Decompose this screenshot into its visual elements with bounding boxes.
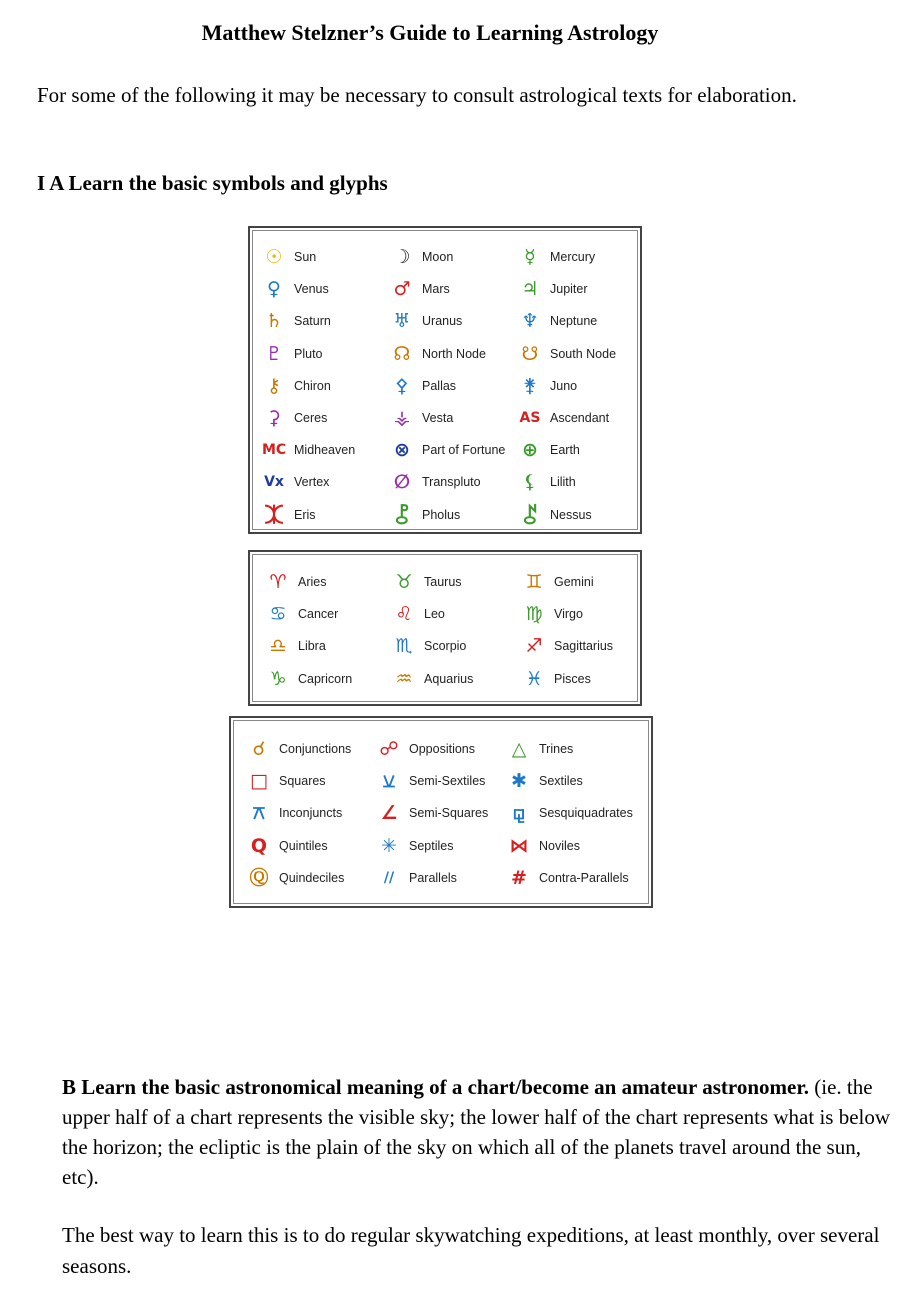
glyph-label: South Node: [550, 346, 617, 361]
glyph-label: Sun: [294, 250, 317, 264]
glyph-icon: ☋: [521, 342, 539, 365]
glyph-icon: ♏: [395, 635, 413, 658]
glyph-label: Semi-Squares: [409, 806, 489, 821]
aspects-item: [377, 768, 485, 794]
glyph-label: Uranus: [422, 314, 463, 329]
glyph-icon: ⯰: [264, 503, 284, 526]
glyph-icon: ✳: [381, 834, 397, 857]
planets-item: [518, 341, 616, 367]
aspects-item: [507, 865, 629, 891]
glyph-label: Gemini: [554, 575, 594, 589]
planets-item: [518, 276, 588, 302]
aspects-item: [377, 865, 457, 891]
glyph-icon: MC: [262, 442, 287, 459]
signs-item: [392, 601, 445, 627]
glyph-label: Mars: [422, 282, 450, 297]
glyph-icon: ♑: [269, 667, 287, 690]
glyph-icon: ⚳: [267, 407, 281, 429]
glyph-label: Capricorn: [298, 671, 353, 686]
glyph-label: Jupiter: [550, 282, 588, 297]
aspects-item: [377, 736, 475, 762]
aspects-item: [247, 736, 351, 762]
glyph-icon: #: [511, 866, 527, 889]
glyph-icon: ⊕: [522, 439, 538, 462]
planets-item: [518, 244, 595, 270]
glyph-label: Eris: [294, 507, 316, 522]
aspects-item: [247, 768, 326, 794]
aspects-item: [247, 800, 342, 826]
planets-item: [390, 437, 505, 463]
closing-paragraph: The best way to learn this is to do regular skywatching expeditions, at least monthly, over several seasons.: [62, 1223, 880, 1278]
glyph-label: Oppositions: [409, 742, 476, 756]
planets-item: [262, 437, 355, 463]
glyph-label: Aquarius: [424, 671, 474, 686]
glyph-label: Juno: [550, 378, 578, 393]
glyph-label: Squares: [279, 774, 326, 789]
aspects-item: [377, 833, 453, 859]
glyph-label: Quintiles: [279, 838, 328, 853]
glyph-icon: ⚼: [512, 802, 526, 825]
section-a-heading: I A Learn the basic symbols and glyphs: [37, 171, 388, 195]
glyph-label: Noviles: [539, 838, 580, 853]
glyph-label: Nessus: [550, 507, 592, 522]
glyph-icon: ⋈: [509, 834, 529, 857]
glyph-label: Ceres: [294, 411, 328, 425]
aspects-item: [507, 800, 633, 826]
glyph-icon: ♆: [521, 310, 539, 333]
glyph-label: Libra: [298, 639, 326, 654]
planets-item: [390, 308, 462, 334]
glyph-label: Leo: [424, 607, 445, 622]
glyph-icon: ♂: [393, 278, 411, 301]
glyph-icon: ☌: [252, 738, 266, 760]
planets-item: [390, 276, 450, 302]
planets-glyph-table: [248, 226, 642, 534]
glyph-icon: ⊗: [394, 439, 410, 462]
glyph-label: Transpluto: [422, 475, 481, 490]
glyph-icon: ♇: [265, 342, 283, 365]
glyph-icon: ⚶: [393, 407, 411, 429]
glyph-icon: ♄: [265, 310, 283, 333]
glyph-label: Taurus: [424, 575, 462, 589]
glyph-icon: ⚷: [267, 374, 281, 397]
signs-glyph-table: [248, 550, 642, 706]
glyph-icon: Ⓠ: [249, 866, 269, 889]
glyph-label: Parallels: [409, 870, 457, 885]
glyph-icon: ♍: [525, 603, 543, 626]
glyph-label: Saturn: [294, 314, 331, 329]
glyph-icon: ∠: [380, 802, 398, 825]
glyph-icon: ⯛: [395, 503, 409, 526]
glyph-label: Mercury: [550, 250, 596, 264]
glyph-icon: ♋: [269, 603, 287, 626]
planets-item: [262, 276, 329, 302]
planets-item: [518, 469, 576, 495]
aspects-item: [507, 736, 573, 762]
glyph-label: Earth: [550, 443, 580, 458]
planets-item: [518, 405, 609, 431]
glyph-icon: //: [383, 869, 395, 886]
glyph-label: Semi-Sextiles: [409, 774, 486, 789]
aspects-item: [247, 833, 328, 859]
glyph-label: Pallas: [422, 378, 457, 393]
glyph-icon: ♒: [395, 667, 413, 690]
glyph-icon: □: [250, 770, 268, 793]
signs-item: [522, 633, 613, 659]
glyph-label: Venus: [294, 282, 329, 297]
glyph-icon: ⚸: [523, 471, 537, 494]
planets-item: [262, 373, 331, 399]
planets-item: [262, 341, 323, 367]
glyph-icon: ♈: [269, 571, 287, 593]
planets-item: [390, 502, 460, 528]
planets-item: [390, 341, 486, 367]
glyph-label: Conjunctions: [279, 742, 352, 756]
signs-item: [266, 569, 326, 595]
planets-item: [262, 244, 316, 270]
glyph-icon: ☿: [524, 246, 536, 268]
glyph-label: Scorpio: [424, 639, 467, 654]
glyph-label: Virgo: [554, 607, 583, 622]
signs-item: [392, 569, 462, 595]
planets-item: [390, 469, 481, 495]
glyph-icon: ☊: [393, 342, 411, 365]
glyph-icon: ♓: [525, 667, 543, 690]
glyph-label: Cancer: [298, 607, 339, 622]
planets-item: [390, 244, 453, 270]
glyph-icon: ✱: [511, 770, 527, 793]
planets-item: [518, 502, 592, 528]
signs-item: [266, 601, 338, 627]
planets-item: [262, 502, 316, 528]
glyph-icon: ⚴: [395, 374, 409, 397]
glyph-icon: ⯜: [523, 503, 537, 526]
glyph-icon: ♌: [395, 603, 413, 626]
aspects-glyph-table: [229, 716, 653, 908]
glyph-icon: ☉: [265, 246, 283, 268]
signs-item: [392, 633, 466, 659]
glyph-icon: ♃: [521, 278, 539, 301]
glyph-icon: ☽: [393, 246, 411, 268]
glyph-icon: ☍: [379, 738, 399, 760]
glyph-label: Moon: [422, 250, 454, 264]
aspects-item: [507, 833, 580, 859]
glyph-label: Aries: [298, 575, 327, 589]
planets-item: [518, 437, 580, 463]
glyph-label: North Node: [422, 346, 486, 361]
signs-item: [522, 601, 583, 627]
section-b-heading: B Learn the basic astronomical meaning of a chart/become an amateur astronomer.: [62, 1075, 809, 1099]
glyph-icon: Q: [250, 834, 268, 857]
aspects-item: [247, 865, 344, 891]
glyph-icon: ♐: [525, 635, 543, 658]
glyph-icon: ♎: [269, 635, 287, 658]
glyph-label: Pluto: [294, 346, 323, 361]
planets-item: [262, 308, 331, 334]
planets-item: [518, 373, 577, 399]
glyph-icon: ⚺: [382, 770, 396, 793]
glyph-label: Sesquiquadrates: [539, 806, 633, 821]
glyph-label: Lilith: [550, 475, 576, 490]
planets-item: [390, 405, 453, 431]
glyph-label: Contra-Parallels: [539, 870, 629, 885]
glyph-label: Ascendant: [550, 411, 610, 425]
planets-item: [390, 373, 456, 399]
planets-item: [262, 469, 329, 495]
glyph-label: Sextiles: [539, 774, 583, 789]
aspects-item: [377, 800, 488, 826]
glyph-icon: ⚻: [252, 802, 266, 825]
glyph-icon: ∅: [393, 471, 411, 494]
glyph-label: Part of Fortune: [422, 443, 506, 458]
intro-paragraph: For some of the following it may be necessary to consult astrological texts for elaboration.: [37, 83, 797, 107]
glyph-label: Chiron: [294, 378, 331, 393]
signs-item: [522, 666, 591, 692]
glyph-label: Trines: [539, 742, 574, 756]
glyph-icon: Vx: [264, 474, 284, 491]
section-b-paragraph: [62, 1072, 902, 1192]
planets-item: [518, 308, 597, 334]
glyph-label: Neptune: [550, 314, 598, 329]
glyph-label: Sagittarius: [554, 639, 614, 654]
glyph-label: Vesta: [422, 411, 454, 425]
glyph-icon: ♀: [267, 278, 281, 301]
section-b-text: (ie. the upper half of a chart represents the visible sky; the lower half of the chart represents what is below the horizon; the ecliptic is the plain of the sky on which all of the planets travel around the sun, etc).: [62, 1075, 891, 1189]
glyph-label: Quindeciles: [279, 870, 345, 885]
glyph-icon: ♊: [525, 571, 543, 593]
signs-item: [266, 666, 352, 692]
glyph-icon: ⚵: [523, 374, 537, 397]
glyph-icon: △: [511, 738, 527, 760]
aspects-item: [507, 768, 583, 794]
glyph-label: Pisces: [554, 671, 591, 686]
glyph-label: Inconjuncts: [279, 806, 343, 821]
glyph-label: Midheaven: [294, 443, 356, 458]
glyph-icon: AS: [519, 410, 541, 426]
page-title: Matthew Stelzner’s Guide to Learning Astrology: [201, 20, 659, 45]
signs-item: [392, 666, 473, 692]
glyph-icon: ♅: [393, 310, 411, 333]
glyph-label: Pholus: [422, 507, 461, 522]
signs-item: [522, 569, 594, 595]
planets-item: [262, 405, 327, 431]
glyph-icon: ♉: [395, 571, 413, 593]
glyph-label: Septiles: [409, 838, 454, 853]
glyph-label: Vertex: [294, 475, 330, 490]
signs-item: [266, 633, 326, 659]
